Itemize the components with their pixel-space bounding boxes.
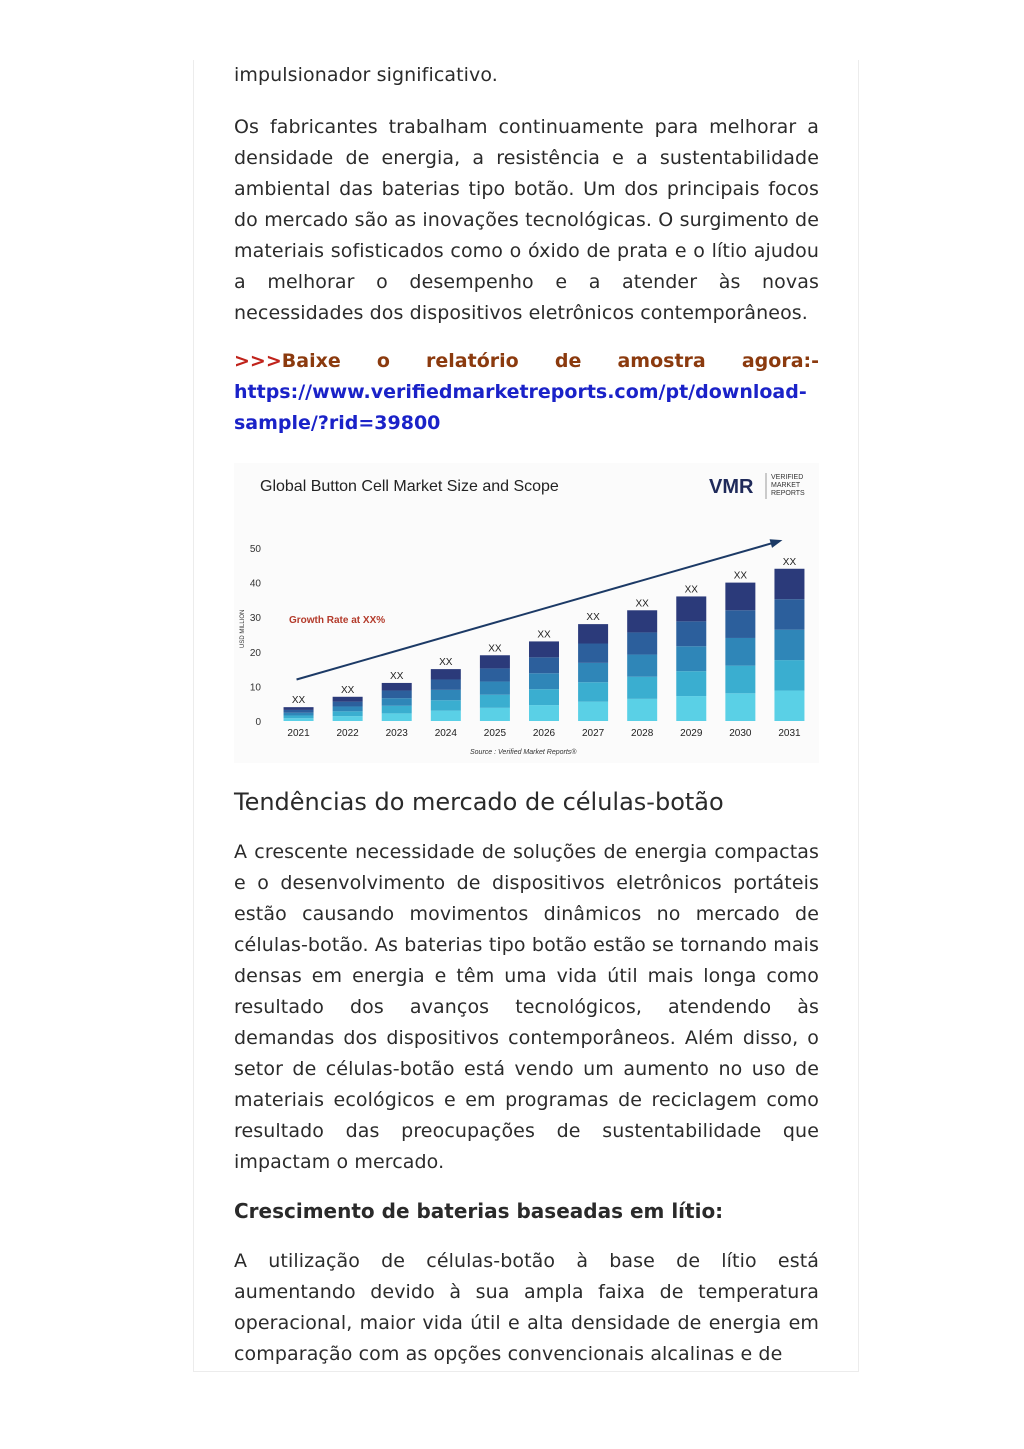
x-tick-label: 2023 bbox=[385, 728, 408, 739]
bar-segment bbox=[333, 711, 363, 716]
bar-segment bbox=[627, 699, 657, 721]
bar-segment bbox=[529, 641, 559, 657]
y-tick-label: 20 bbox=[249, 647, 261, 659]
bar-segment bbox=[676, 646, 706, 671]
bar-value-label: XX bbox=[488, 643, 502, 655]
bar-segment bbox=[774, 630, 804, 660]
bar-2031 bbox=[774, 569, 804, 721]
bar-segment bbox=[431, 690, 461, 700]
bar-segment bbox=[382, 691, 412, 699]
bar-value-label: XX bbox=[340, 684, 355, 696]
bar-segment bbox=[578, 682, 608, 701]
bar-segment bbox=[284, 710, 314, 713]
logo-caption-2: MARKET bbox=[771, 482, 801, 489]
bar-value-label: XX bbox=[537, 629, 551, 641]
paragraph-intro-end: impulsionador significativo. bbox=[234, 64, 498, 86]
bar-segment bbox=[578, 643, 608, 662]
bar-2022 bbox=[333, 697, 363, 721]
paragraph-manufacturers: Os fabricantes trabalham continuamente para melhorar a densidade de energia, a resistência e a sustentabilidade ambiental das baterias tipo botão. Um dos principais focos do mercado são as inovações tecnológicas. O surgimento de materiais sofisticados como o óxido de prata e o lítio ajudou a melhorar o desempenho e a atender às novas necessidades dos dispositivos eletrônicos contemporâneos. bbox=[234, 116, 819, 324]
paragraph-trends: A crescente necessidade de soluções de energia compactas e o desenvolvimento de dispositivos eletrônicos portáteis estão causando movimentos dinâmicos no mercado de células-botão. As baterias tipo botão estão se tornando mais densas em energia e têm uma vida útil mais longa como resultado dos avanços tecnológicos, atendendo às demandas dos dispositivos contemporâneos. Além disso, o setor de células-botão está vendo um aumento no uso de materiais ecológicos e em programas de reciclagem como resultado das preocupações de sustentabilidade que impactam o mercado. bbox=[234, 841, 819, 1173]
cta-text: Baixe o relatório de amostra agora:- bbox=[281, 350, 819, 372]
bar-segment bbox=[431, 700, 461, 710]
chart-title: Global Button Cell Market Size and Scope bbox=[260, 478, 559, 495]
bar-value-label: XX bbox=[586, 612, 600, 624]
bar-segment bbox=[774, 660, 804, 690]
chart-svg bbox=[234, 463, 819, 763]
y-tick-label: 50 bbox=[249, 544, 261, 555]
x-tick-label: 2027 bbox=[581, 728, 605, 739]
bar-segment bbox=[284, 707, 314, 710]
bar-2024 bbox=[431, 669, 461, 721]
bar-segment bbox=[676, 696, 706, 721]
x-tick-label: 2022 bbox=[336, 728, 359, 739]
bar-segment bbox=[333, 697, 363, 702]
bar-value-label: XX bbox=[782, 556, 797, 568]
paragraph-lithium: A utilização de células-botão à base de lítio está aumentando devido à sua ampla faixa de temperatura operacional, maior vida útil e alta densidade de energia em comparação com as opções convencionais alcalinas e de bbox=[234, 1250, 819, 1365]
bar-segment bbox=[480, 695, 510, 708]
bar-2028 bbox=[627, 610, 657, 721]
bar-2026 bbox=[529, 641, 559, 721]
bar-segment bbox=[725, 583, 755, 611]
bar-value-label: XX bbox=[291, 695, 306, 707]
bar-segment bbox=[382, 706, 412, 714]
section-heading-trends: Tendências do mercado de células-botão bbox=[234, 788, 724, 816]
bar-segment bbox=[725, 638, 755, 666]
bar-value-label: XX bbox=[684, 584, 698, 596]
bar-2021 bbox=[284, 707, 314, 721]
subheading-lithium: Crescimento de baterias baseadas em lítio: bbox=[234, 1199, 724, 1223]
bar-value-label: XX bbox=[390, 670, 404, 682]
bar-segment bbox=[578, 624, 608, 643]
x-tick-label: 2021 bbox=[287, 728, 310, 739]
x-tick-label: 2026 bbox=[532, 728, 556, 739]
bar-segment bbox=[431, 679, 461, 689]
bar-segment bbox=[627, 610, 657, 632]
y-tick-label: 10 bbox=[249, 682, 261, 694]
bar-2025 bbox=[480, 655, 510, 721]
bar-segment bbox=[774, 599, 804, 629]
bar-segment bbox=[480, 682, 510, 695]
bar-segment bbox=[284, 713, 314, 716]
bar-segment bbox=[725, 693, 755, 721]
bar-segment bbox=[529, 657, 559, 673]
article-card bbox=[193, 60, 859, 1372]
bar-2029 bbox=[676, 596, 706, 721]
y-tick-label: 0 bbox=[255, 717, 261, 728]
bar-segment bbox=[480, 668, 510, 681]
bar-segment bbox=[529, 689, 559, 705]
bar-segment bbox=[725, 610, 755, 638]
bar-segment bbox=[333, 702, 363, 707]
vmr-logo bbox=[709, 473, 805, 499]
chart-source: Source : Verified Market Reports® bbox=[470, 749, 577, 756]
bar-segment bbox=[480, 708, 510, 721]
bar-value-label: XX bbox=[733, 570, 748, 582]
bar-value-label: XX bbox=[439, 657, 453, 669]
logo-caption-3: REPORTS bbox=[771, 490, 805, 497]
bar-segment bbox=[431, 669, 461, 679]
growth-arrow-head bbox=[770, 539, 783, 548]
cta-arrows: >>> bbox=[234, 350, 282, 372]
bar-segment bbox=[774, 569, 804, 599]
bar-segment bbox=[627, 632, 657, 654]
bar-segment bbox=[284, 715, 314, 718]
cta-line bbox=[234, 346, 819, 377]
market-size-chart bbox=[234, 463, 819, 763]
bar-segment bbox=[676, 621, 706, 646]
bar-segment bbox=[333, 716, 363, 721]
bar-segment bbox=[627, 655, 657, 677]
bar-segment bbox=[725, 666, 755, 694]
x-tick-label: 2030 bbox=[729, 728, 752, 739]
bar-segment bbox=[774, 691, 804, 721]
bar-segment bbox=[480, 655, 510, 668]
bar-segment bbox=[578, 663, 608, 682]
bar-value-label: XX bbox=[635, 598, 649, 610]
bar-segment bbox=[676, 671, 706, 696]
x-tick-label: 2024 bbox=[434, 728, 457, 739]
bar-2030 bbox=[725, 583, 755, 721]
y-tick-label: 40 bbox=[249, 578, 261, 590]
x-tick-label: 2029 bbox=[680, 728, 703, 739]
bar-segment bbox=[529, 705, 559, 721]
bar-segment bbox=[627, 677, 657, 699]
cta-link[interactable]: https://www.verifiedmarketreports.com/pt/download-sample/?rid=39800 bbox=[234, 381, 807, 434]
bar-2027 bbox=[578, 624, 608, 721]
x-tick-label: 2028 bbox=[631, 728, 654, 739]
bar-segment bbox=[382, 698, 412, 706]
x-tick-label: 2025 bbox=[483, 728, 507, 739]
bar-segment bbox=[431, 711, 461, 721]
y-tick-label: 30 bbox=[249, 613, 261, 625]
bar-segment bbox=[284, 718, 314, 721]
bar-segment bbox=[382, 683, 412, 691]
x-tick-label: 2031 bbox=[778, 728, 801, 739]
logo-caption-1: VERIFIED bbox=[771, 474, 804, 481]
bar-segment bbox=[676, 596, 706, 621]
bar-segment bbox=[529, 673, 559, 689]
sample-download-cta[interactable] bbox=[234, 346, 819, 439]
bar-2023 bbox=[382, 683, 412, 721]
bar-segment bbox=[578, 702, 608, 721]
growth-annotation: Growth Rate at XX% bbox=[289, 615, 386, 626]
y-axis-label: USD MILLION bbox=[240, 609, 246, 648]
bar-segment bbox=[382, 713, 412, 721]
bar-segment bbox=[333, 706, 363, 711]
logo-mark: VMR bbox=[709, 476, 754, 498]
